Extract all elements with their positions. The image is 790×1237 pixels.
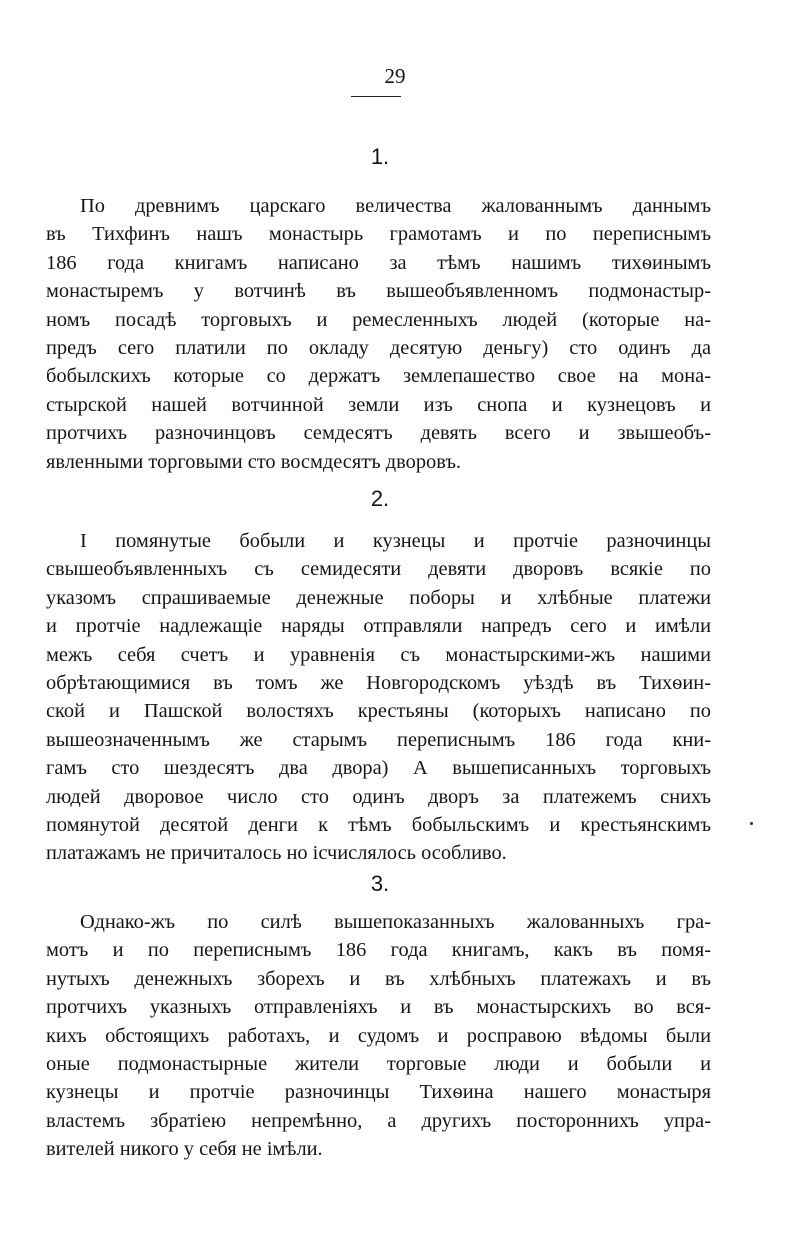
text-line: кихъ обстоящихъ работахъ, и судомъ и росправою вѣдомы были [46,1024,711,1047]
text-line: протчихъ разночинцовъ семдесятъ девять всего и звышеобъ- [46,422,711,445]
text-line: 186 года книгамъ написано за тѣмъ нашимъ тихѳинымъ [46,251,711,274]
text-line: указомъ спрашиваемые денежные поборы и хлѣбные платежи [46,586,711,609]
text-line: нутыхъ денежныхъ зборехъ и въ хлѣбныхъ платежахъ и въ [46,967,711,990]
paragraph-2 [46,527,711,868]
text-line: кузнецы и протчіе разночинцы Тихѳина нашего монастыря [46,1081,711,1104]
text-line: обрѣтающимися въ томъ же Новгородскомъ уѣздѣ въ Тихѳин- [46,672,711,695]
text-line: протчихъ указныхъ отправленіяхъ и въ монастырскихъ во вся- [46,996,711,1019]
text-line: межъ себя счетъ и уравненія съ монастырскими-жъ нашими [46,643,711,666]
text-line: гамъ сто шездесятъ два двора) А вышеписанныхъ торговыхъ [46,757,711,780]
page-number-rule [351,96,401,97]
text-line: монастыремъ у вотчинѣ въ вышеобъявленномъ подмонастыр- [46,280,711,303]
text-line: І помянутые бобыли и кузнецы и протчіе разночинцы [80,530,711,552]
section-number-2: 2. [370,486,390,511]
text-line: оные подмонастырные жители торговые люди и бобыли и [46,1053,711,1076]
text-line: и протчіе надлежащіе наряды отправляли напредъ сего и имѣли [46,615,711,638]
text-line: мотъ и по переписнымъ 186 года книгамъ, какъ въ помя- [46,939,711,962]
text-line: платажамъ не причиталось но ісчислялось особливо. [46,842,507,865]
section-number-1: 1. [370,144,390,169]
page-number: 29 [384,64,406,88]
text-line: свышеобъявленныхъ съ семидесяти девяти дворовъ всякіе по [46,558,711,581]
speck [750,822,753,825]
text-line: номъ посадѣ торговыхъ и ремесленныхъ людей (которые на- [46,308,711,331]
text-line: въ Тихфинъ нашъ монастырь грамотамъ и по переписнымъ [46,223,711,246]
text-line: людей дворовое число сто одинъ дворъ за платежемъ снихъ [46,785,711,808]
text-line: стырской нашей вотчинной земли изъ снопа и кузнецовъ и [46,393,711,416]
paragraph-3 [46,908,711,1164]
text-line: предъ сего платили по окладу десятую деньгу) сто одинъ да [46,337,711,360]
text-line: Однако-жъ по силѣ вышепоказанныхъ жалованныхъ гра- [80,911,711,933]
text-line: вителей никого у себя не імѣли. [46,1138,323,1161]
text-line: властемъ збратіею непремѣнно, а другихъ постороннихъ упра- [46,1109,711,1132]
text-line: вышеозначеннымъ же старымъ переписнымъ 186 года кни- [46,728,711,751]
text-line: помянутой десятой денги к тѣмъ бобыльскимъ и крестьянскимъ [46,814,711,837]
paragraph-1 [46,192,711,476]
text-line: явленными торговыми сто восмдесятъ дворовъ. [46,450,461,473]
text-line: бобылскихъ которые со держатъ землепашество свое на мона- [46,365,711,388]
text-line: ской и Пашской волостяхъ крестьяны (которыхъ написано по [46,700,711,723]
text-line: По древнимъ царскаго величества жалованнымъ даннымъ [80,195,711,217]
section-number-3: 3. [370,871,390,896]
